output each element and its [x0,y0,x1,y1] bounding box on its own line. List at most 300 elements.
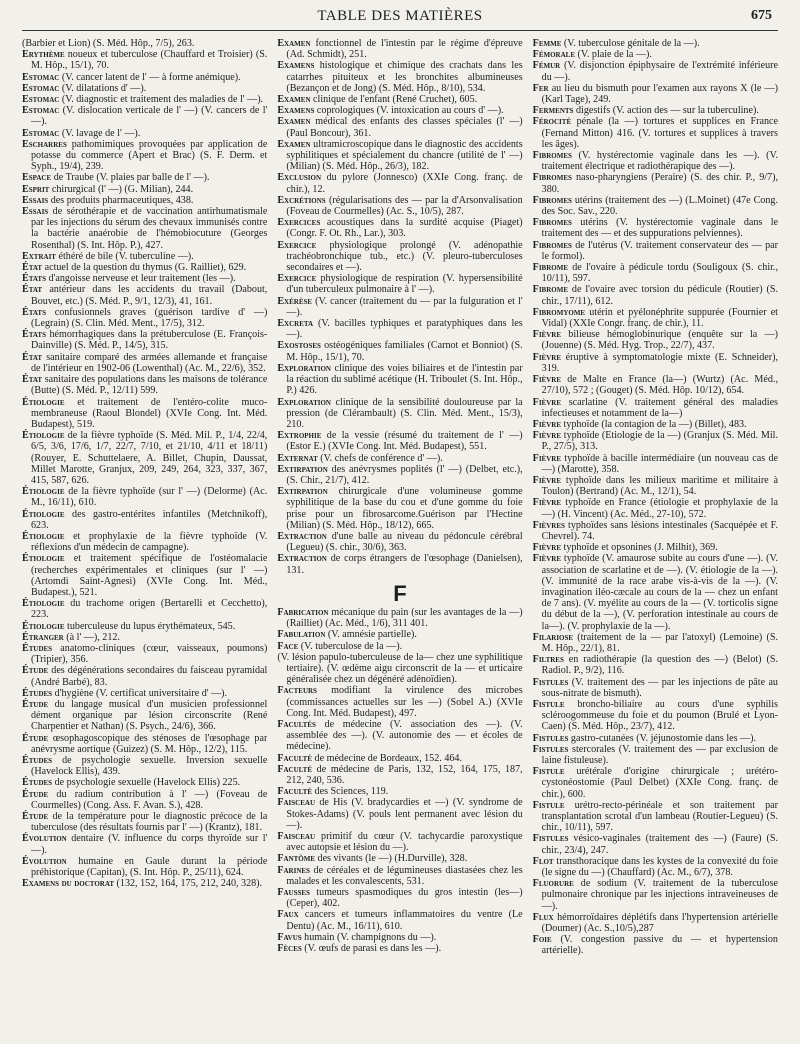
entry-text: pénale (la —) tortures et supplices en France (Fernand Mitton) 416. (V. tortures et supplices à travers les âges). [541,116,778,150]
entry-text: de céréales et de légumineuses diastasées chez les malades et les convalescents, 531. [286,864,523,887]
entry-text: de la fièvre typhoïde (S. Méd. Mil. P., 1/4, 22/4, 6/5, 3/6, 17/6, 1/7, 22/7, 7/10, et 21/10, 4/11 et 18/11) (Rouyer, E. Schuttelaere, A. Billet, Chupin, Daussat, Millet Marotte, Granjux, 209, 249, 264, 323, 337, 367, 415, 587, 626. [31,430,268,486]
entry-keyword: Filtres [532,654,564,666]
entry-keyword: Flux [532,911,554,923]
index-entry [277,139,522,173]
entry-keyword: Fibromes [532,172,572,184]
entry-text: (132, 152, 164, 175, 212, 240, 328). [114,878,263,890]
entry-keyword: Étiologie [22,430,65,442]
entry-text: du langage musical d'un musicien professionnel dément organique par lésion circonscrite (René Charpentier et Nathan) (S. Psych., 24/6), 366. [31,698,268,733]
entry-keyword: État [22,351,43,363]
entry-text: de His (V. bradycardies et —) (V. syndrome de Stokes-Adams) (V. pouls lent permanent avec lésion du —). [286,797,523,831]
entry-text: (V. traitement des — par les injections de pâte au sous-nitrate de bismuth). [541,676,778,699]
index-entry [533,744,778,766]
index-entry [533,733,778,744]
entry-text: sanitaire des populations dans les maisons de tolérance (Butte) (S. Méd. P., 12/11) 599. [31,374,268,397]
entry-text: des gastro-entérites infantiles (Metchnikoff), 623. [31,508,268,531]
entry-keyword: Fistule [532,799,565,811]
entry-keyword: États [22,273,46,285]
index-entry [533,195,778,217]
index-entry [22,94,267,105]
index-entry [22,777,267,788]
entry-keyword: Examen [277,94,311,106]
entry-text: éthéré de bile (V. tuberculine —). [55,250,194,262]
index-entry [533,352,778,374]
entry-keyword: Fistules [532,732,569,744]
index-entry [22,105,267,127]
entry-keyword: Escharres [22,138,67,150]
entry-text: d'angoisse nerveuse et leur traitement (les —). [45,273,236,285]
index-entry [277,172,522,194]
index-entry [533,116,778,150]
entry-keyword: Fausses [277,887,310,899]
entry-keyword: Examens du doctorat [22,878,115,890]
entry-text: en radiothérapie (la question des —) (Belot) (S. Radiol. P., 9/2), 116. [541,654,778,677]
index-entry [533,766,778,800]
entry-keyword: État [22,374,43,386]
index-entry [22,184,267,195]
entry-keyword: Étiologie [22,508,65,520]
entry-text: (V. cancer (traitement du — par la fulguration et l' —). [286,295,523,318]
entry-text: typhoïde et opsonines (J. Milhit), 369. [561,542,718,554]
entry-text: gastro-cutanées (V. jéjunostomie dans les —). [568,732,757,744]
index-entry [533,677,778,699]
index-entry [277,797,522,831]
index-entry [22,430,267,486]
entry-text: de médecine (V. association des —). (V. assemblée des —). (V. autonomie des — et écoles de médecine). [286,718,523,753]
entry-text: urétro-recto-périnéale et son traitement par transplantation scrotal d'un lambeau (Routier-Legueu) (S. chir., 10/11), 597. [541,799,778,834]
entry-text: modifiant la virulence des microbes (commissances actuelles sur les —) (Sobel A.) (XVIe Cong. Int. Méd. Budapest), 497. [286,685,523,719]
entry-keyword: Examens [277,105,315,117]
index-entry [277,531,522,553]
entry-text: de sodium (V. traitement de la tuberculose pulmonaire chronique par les injections intraveineuses de —). [541,878,778,912]
entry-keyword: Étiologie [22,486,65,498]
index-entry [22,643,267,665]
index-entry [22,284,267,306]
entry-keyword: Fibromes [532,217,572,229]
index-entry [533,150,778,172]
entry-text: et traitement spécifique de l'ostéomalacie (recherches expérimentales et cliniques (sur l' —) (Artomdi Saint-Agnesi) (XVIe Cong. Int. Méd., Budapest.), 521. [31,553,268,598]
index-entry [277,887,522,909]
entry-keyword: Fibrome [532,262,568,274]
index-entry [277,685,522,719]
index-entry [22,38,267,49]
entry-text: antérieur dans les accidents du travail (Dabout, Bouvet, etc.) (S. Méd. P., 9/1, 12/3), 41, 161. [31,284,268,307]
index-entry [277,786,522,797]
entry-keyword: Fèces [277,943,302,955]
index-entry [277,363,522,397]
entry-keyword: Étude [22,698,49,710]
entry-text: typhoïde (V. amaurose subite au cours d'une —). (V. association de scarlatine et de —). (V. étiologie de la —). (V. immunité de la race arabe vis-à-vis de la —). (V. invagination iléo-cæcale au cours de la — chez un enfant de 7 ans). (V. myélite au cours de la — (V. torticolis signe du début de la —), (V. perforation intestinale au cours de la—). (V. prophylaxie de la —). [541,553,778,632]
index-entry [22,509,267,531]
entry-text: tuberculeuse du lupus érythémateux, 545. [64,620,236,632]
index-entry [533,430,778,452]
entry-keyword: Essais [22,206,49,218]
entry-keyword: Fièvre [532,396,561,408]
entry-keyword: Exérèse [277,295,313,307]
header-rule [22,30,778,31]
index-entry [22,665,267,687]
entry-keyword: Fémur [532,60,561,72]
entry-text: de psychologie sexuelle (Havelock Ellis) 225. [52,777,241,789]
entry-keyword: Fièvre [532,374,561,386]
index-entry [22,329,267,351]
index-entry [277,94,522,105]
entry-keyword: Fémorale [532,49,575,61]
index-entry [533,38,778,49]
index-column-1 [22,38,267,1030]
entry-text: histologique et chimique des crachats dans les catarrhes pituiteux et les bronchites albumineuses (Bezançon et de Jong) (S. Méd. Hôp., 8/10), 534. [286,60,523,94]
entry-keyword: Facultés [277,718,316,730]
index-entry [277,641,522,652]
entry-keyword: Faisceau [277,831,316,843]
entry-text: stercorales (V. traitement des — par exclusion de laine fistuleuse). [541,743,778,766]
index-entry [22,374,267,396]
index-entry [22,49,267,71]
index-entry [533,49,778,60]
entry-text: vésico-vaginales (traitement des —) (Faure) (S. chir., 23/4), 247. [541,833,778,856]
entry-keyword: Facteurs [277,685,317,697]
index-entry [533,240,778,262]
entry-keyword: Extirpation [277,463,328,475]
entry-text: clinique de l'enfant (René Cruchet), 605. [310,94,478,106]
entry-text: de sérothérapie et de vaccination antirhumatismale par les injections du sérum des chevaux immunisés contre la bactérie anaérobie de l'hémobiocuture (Georges Rosenthal) (S. Int. Hôp. P.), 427. [31,206,268,251]
entry-keyword: Faisceau [277,797,316,809]
index-entry [533,419,778,430]
entry-text: tumeurs spasmodiques du gros intestin (les—) (Ceper), 402. [286,887,523,910]
entry-text: urétérale d'origine chirurgicale ; urétéro-cystonéostomie (Paul Delbet) (XXIe Cong. franç. de chir.), 600. [541,766,778,800]
entry-text: (V. œufs de parasi es dans les —). [301,943,442,955]
entry-keyword: Filariose [532,631,574,643]
index-entry [277,629,522,640]
entry-keyword: Fabrication [277,606,329,618]
index-entry [22,621,267,632]
entry-keyword: Fibromes [532,194,572,206]
entry-keyword: Estomac [22,127,60,139]
entry-text: acoustiques dans la surdité acquise (Piaget) (Congr. F. Ot. Rh., Lar.), 303. [286,217,523,240]
entry-text: hémorrhagiques dans la prétuberculose (E. François-Dainville) (S. Méd. P., 14/5), 315. [31,329,268,352]
entry-text: fonctionnel de l'intestin par le régime d'épreuve (Ad. Schmidt), 251. [286,38,523,61]
index-entry [277,909,522,931]
entry-keyword: État [22,284,43,296]
entry-text: de médecine de Paris, 132, 152, 164, 175, 187, 212, 240, 536. [286,763,523,786]
entry-text: médical des enfants des classes spéciales (l' —) (Paul Boncour), 361. [286,116,523,139]
entry-keyword: Fistules [532,676,569,688]
entry-keyword: Fibromyome [532,306,586,318]
entry-keyword: Étude [22,788,49,800]
entry-keyword: États [22,306,46,318]
entry-text: (V. amnésie partielle). [325,629,417,641]
entry-text: typhoïdes sans lésions intestinales (Sacquépée et F. Chevrel). 74. [541,519,778,542]
entry-keyword: États [22,329,46,341]
entry-text: noueux et tuberculose (Chauffard et Troisier) (S. M. Hôp., 15/1), 70. [31,49,268,72]
entry-keyword: Fistules [532,833,569,845]
entry-keyword: Farines [277,864,310,876]
entry-keyword: Exercice [277,273,317,285]
entry-text: d'une balle au niveau du pédoncule cérébral (Legueu) (S. chir., 30/6), 363. [286,530,523,554]
entry-text: humaine en Gaule durant la période préhistorique (Capitan), (S. Int. Hôp. P., 25/11), 624. [31,855,268,879]
index-entry [22,531,267,553]
entry-keyword: Faculté [277,752,313,764]
entry-keyword: Férocité [532,116,572,128]
index-entry [22,273,267,284]
index-entry [22,72,267,83]
index-entry [22,699,267,733]
index-entry [277,453,522,464]
entry-keyword: Fièvres [532,519,565,531]
entry-text: naso-pharyngiens (Peraire) (S. des chir. P., 9/7), 380. [541,172,778,195]
entry-keyword: Examen [277,38,311,49]
entry-text: du trachome origen (Bertarelli et Cecchetto), 223. [31,598,268,621]
entry-keyword: Favus [277,931,302,943]
entry-keyword: Extrait [22,250,56,262]
index-entry [22,755,267,777]
entry-text: chirurgicale d'une volumineuse gomme syphilitique de la base du cou et d'une gomme du foie prise pour un fibrosarcome.Guérison par l'Hectine (Milian) (S. Méd. Hôp., 18/12), 665. [286,486,523,531]
entry-text: anatomo-cliniques (cœur, vaisseaux, poumons) (Tripier), 356. [31,642,268,666]
entry-keyword: Étiologie [22,620,65,632]
entry-text: mécanique du pain (sur les avantages de la —) (Railliet) (Ac. Méd., 1/6), 311 401. [286,606,523,630]
entry-keyword: Étude [22,665,49,677]
entry-text: de Malte en France (la—) (Wurtz) (Ac. Méd., 27/10), 572 ; (Gouget) (S. Méd. Hôp. 10/12), 654. [541,374,778,397]
entry-text: (V. disjonction épiphysaire de l'extrémité inférieure du —). [541,60,778,83]
index-entry [22,688,267,699]
entry-text: coprologiques (V. intoxication au cours d' —). [314,105,504,117]
index-entry [277,240,522,274]
index-entry [22,789,267,811]
index-entry [277,652,522,686]
index-entry [533,262,778,284]
page-number: 675 [751,8,772,23]
index-entry [533,397,778,419]
entry-text: et traitement de l'entéro-colite muco-membraneuse (Raoul Blondel) (XVIe Cong. Int. Méd. Budapest), 519. [31,396,268,430]
index-columns [22,38,778,1030]
index-entry [22,632,267,643]
entry-text: typhoïde en France (étiologie et prophylaxie de la —) (H. Vincent) (Ac. Méd., 27-10), 572. [541,497,778,520]
index-entry [277,38,522,60]
index-entry [22,733,267,755]
index-entry [277,719,522,753]
entry-keyword: Fièvre [532,329,561,341]
entry-text: de l'ovaire à pédicule tordu (Souligoux (S. chir., 10/11), 597. [541,262,778,285]
entry-text: typhoïde à bacille intermédiaire (un nouveau cas de —) (Marotte), 358. [541,452,778,475]
entry-keyword: Femme [532,38,562,49]
entry-keyword: Extrophie [277,430,322,442]
entry-text: (V. chefs de conférence d' —). [317,452,443,464]
entry-text: des vivants (le —) (H.Durville), 328. [315,853,468,865]
index-entry [533,172,778,194]
index-entry [533,856,778,878]
entry-text: (régularisations des — par la d'Arsonvalisation (Foveau de Courmelles) (Ac. S., 10/5), 287. [286,194,523,218]
entry-keyword: Fistules [532,743,569,755]
entry-keyword: Étiologie [22,598,65,610]
index-entry [533,800,778,834]
index-entry [533,105,778,116]
entry-text: humain (V. champignons du —). [301,931,437,943]
entry-text: physiologique prolongé (V. adénopathie trachéobronchique tub., etc.) (V. pleuro-tuberculoses secondaires et —). [286,239,523,274]
entry-keyword: Extraction [277,553,327,565]
entry-keyword: Extirpation [277,486,328,498]
index-entry [277,340,522,362]
index-entry [277,865,522,887]
entry-keyword: Fistule [532,698,565,710]
index-entry [277,296,522,318]
entry-keyword: Évolution [22,855,67,867]
entry-keyword: Études [22,755,53,766]
entry-keyword: Fièvre [532,474,561,486]
entry-text: utérin et pyélonéphrite suppurée (Fournier et Vidal) (XXIe Congr. franç. de chir.), 11. [541,306,778,330]
index-entry [277,430,522,452]
index-entry [533,475,778,497]
index-entry [533,934,778,956]
entry-keyword: Étiologie [22,553,65,565]
page-header [0,0,800,34]
entry-keyword: Étiologie [22,396,65,408]
index-entry [22,83,267,94]
index-entry [277,116,522,138]
entry-keyword: Estomac [22,71,60,83]
page-title: TABLE DES MATIÈRES [317,8,483,24]
entry-text: du radium contribution à l' —) (Foveau de Courmelles) (Cong. Ass. F. Avan. S.), 428. [31,788,268,811]
index-entry [277,273,522,295]
entry-keyword: Exploration [277,362,331,374]
entry-keyword: Fièvre [532,497,561,509]
index-entry [533,542,778,553]
index-entry [533,83,778,105]
entry-keyword: Examens [277,60,315,72]
entry-keyword: Excreta [277,318,314,330]
entry-keyword: Examen [277,138,311,150]
index-entry [22,307,267,329]
index-entry [533,878,778,912]
entry-text: et prophylaxie de la fièvre typhoïde (V. réflexions d'un médecin de campagne). [31,530,268,554]
entry-keyword: Faux [277,909,299,921]
index-entry [22,195,267,206]
entry-text: au lieu du bismuth pour l'examen aux rayons X (le —) (Karl Tage), 249. [541,82,778,106]
entry-keyword: Fibromes [532,150,572,162]
entry-text: cancers et tumeurs inflammatoires du ventre (Le Dentu) (Ac. M., 16/11), 610. [286,909,523,932]
entry-keyword: Fièvre [532,351,561,363]
index-entry [277,217,522,239]
index-entry [22,833,267,855]
entry-text: physiologique de respiration (V. hypersensibilité d'un tuberculeux pulmonaire à l' —). [286,273,523,296]
entry-text: de médecine de Bordeaux, 152. 464. [312,752,462,764]
index-entry [277,831,522,853]
entry-text: ultramicroscopique dans le diagnostic des accidents syphilitiques et spécialement du chancre (utilité de l' —) (Milian) (S. Méd. Hôp., 26/3), 182. [286,138,523,173]
entry-text: (V. cancer latent de l' — à forme anémique). [59,71,241,83]
entry-keyword: Espace [22,172,52,184]
entry-keyword: Fistule [532,766,565,778]
entry-text: chirurgical (l' —) (G. Milian), 244. [49,183,194,195]
entry-text: de la fièvre typhoïde (sur l' —) (Delorme) (Ac. M., 16/11), 610. [31,486,268,509]
entry-text: dentaire (V. influence du corps thyroïde sur l' —). [31,833,268,856]
index-entry [22,139,267,173]
entry-keyword: Esprit [22,183,50,195]
entry-keyword: Étiologie [22,530,65,542]
entry-text: (V. lésion papulo-tuberculeuse de la— chez une syphilitique tertiaire). (V. œdème aigu circonscrit de la — et urticaire généralisée chez un dégénéré adénoïdien). [277,651,523,686]
entry-text: des produits pharmaceutiques, 438. [48,194,194,206]
entry-keyword: Faculté [277,786,313,798]
index-entry [22,553,267,598]
entry-text: typhoïde (la contagion de la —) (Billet), 483. [561,418,747,430]
entry-keyword: Étranger [22,631,64,643]
entry-keyword: Foie [532,934,552,946]
entry-text: (V. tuberculose de la —). [298,640,403,652]
entry-keyword: Extraction [277,530,327,542]
index-entry [277,464,522,486]
entry-keyword: Études [22,642,53,654]
entry-text: de corps étrangers de l'œsophage (Danielsen), 131. [286,553,523,576]
index-entry [277,607,522,629]
entry-keyword: Exostoses [277,340,321,352]
index-entry [277,397,522,431]
entry-text: des anévrysmes poplités (l' —) (Delbet, etc.), (S. Chir., 21/7), 412. [286,463,523,486]
entry-keyword: Excrétions [277,194,326,206]
index-entry [277,853,522,864]
entry-keyword: Études [22,687,53,699]
entry-text: bilieuse hémoglobinurique (enquête sur la —) (Jouenne) (S. Méd. Hyg. Trop., 22/7), 437. [541,329,778,352]
entry-text: (V. plaie de la —). [575,49,652,61]
index-entry [22,878,267,889]
entry-keyword: Examen [277,116,311,128]
entry-keyword: Étude [22,811,49,823]
entry-keyword: Fièvre [532,553,561,565]
entry-keyword: Études [22,777,53,789]
entry-keyword: Estomac [22,105,60,117]
entry-text: (V. lavage de l' —). [59,127,141,139]
entry-keyword: Étude [22,732,49,744]
entry-text: utérins (V. hystérectomie vaginale dans le traitement des — et des suppurations pelviennes). [541,217,778,240]
entry-text: (V. diagnostic et traitement des maladies de l' —). [59,94,264,106]
index-entry [533,654,778,676]
entry-text: (V. congestion passive du — et hypertension artérielle). [541,934,778,957]
entry-keyword: Fièvre [532,542,561,554]
entry-keyword: Fibromes [532,239,572,251]
index-entry [533,329,778,351]
entry-text: de l'utérus (V. traitement conservateur des — par le formol). [541,239,778,262]
entry-text: clinique de la sensibilité douloureuse par la pression (de Clérambault) (S. Clin. Méd. Ment., 15/3), 210. [286,396,523,430]
index-entry [22,811,267,833]
entry-keyword: Faculté [277,763,313,775]
entry-text: (V. bacilles typhiques et paratyphiques dans les —). [286,318,523,341]
index-entry [22,251,267,262]
entry-text: typhoïde (Etiologie de la —) (Granjux (S. Méd. Mil. P., 27/5), 313. [541,430,778,453]
entry-keyword: Fer [532,82,549,94]
index-entry [533,912,778,934]
entry-text: de la vessie (résumé du traitement de l' —) (Estor E.) (XVIe Cong. Int. Méd. Budapest), 551. [286,430,523,453]
entry-text: pathomimiques provoquées par application de potasse du commerce (Apert et Brac) (S. F. Derm. et Syph., 19/4), 239. [31,138,268,173]
entry-text: digestifs (V. action des — sur la tuberculine). [573,105,759,117]
index-entry [533,497,778,519]
entry-keyword: Fièvre [532,418,561,430]
index-entry [533,833,778,855]
index-entry [533,60,778,82]
entry-text: des Sciences, 119. [312,786,389,798]
entry-keyword: Flot [532,855,554,867]
entry-text: primitif du cœur (V. tachycardie paroxystique avec autopsie et lésion du —). [286,831,523,854]
entry-text: (à l' —), 212. [63,631,120,643]
entry-keyword: Fièvre [532,452,561,464]
index-entry [277,60,522,94]
entry-text: transthoracique dans les kystes de la convexité du foie (le signe du —) (Chauffard) (Ac. M., 6/7), 378. [541,855,778,879]
entry-keyword: Fibrome [532,284,568,296]
entry-text: (traitement de la — par l'atoxyl) (Lemoine) (S. M. Hôp., 22/1), 81. [541,631,778,654]
entry-text: confusionnels graves (guérison tardive d' —) (Legrain) (S. Clin. Méd. Ment., 17/5), 312. [31,306,268,330]
index-entry [533,217,778,239]
index-entry [22,598,267,620]
index-entry [277,105,522,116]
index-column-3 [533,38,778,1030]
entry-text: ostéogéniques familiales (Carnot et Bonniot) (S. M. Hôp., 15/1), 70. [286,340,523,363]
entry-text: éruptive à symptomatologie mixte (E. Schneider), 319. [541,351,778,374]
